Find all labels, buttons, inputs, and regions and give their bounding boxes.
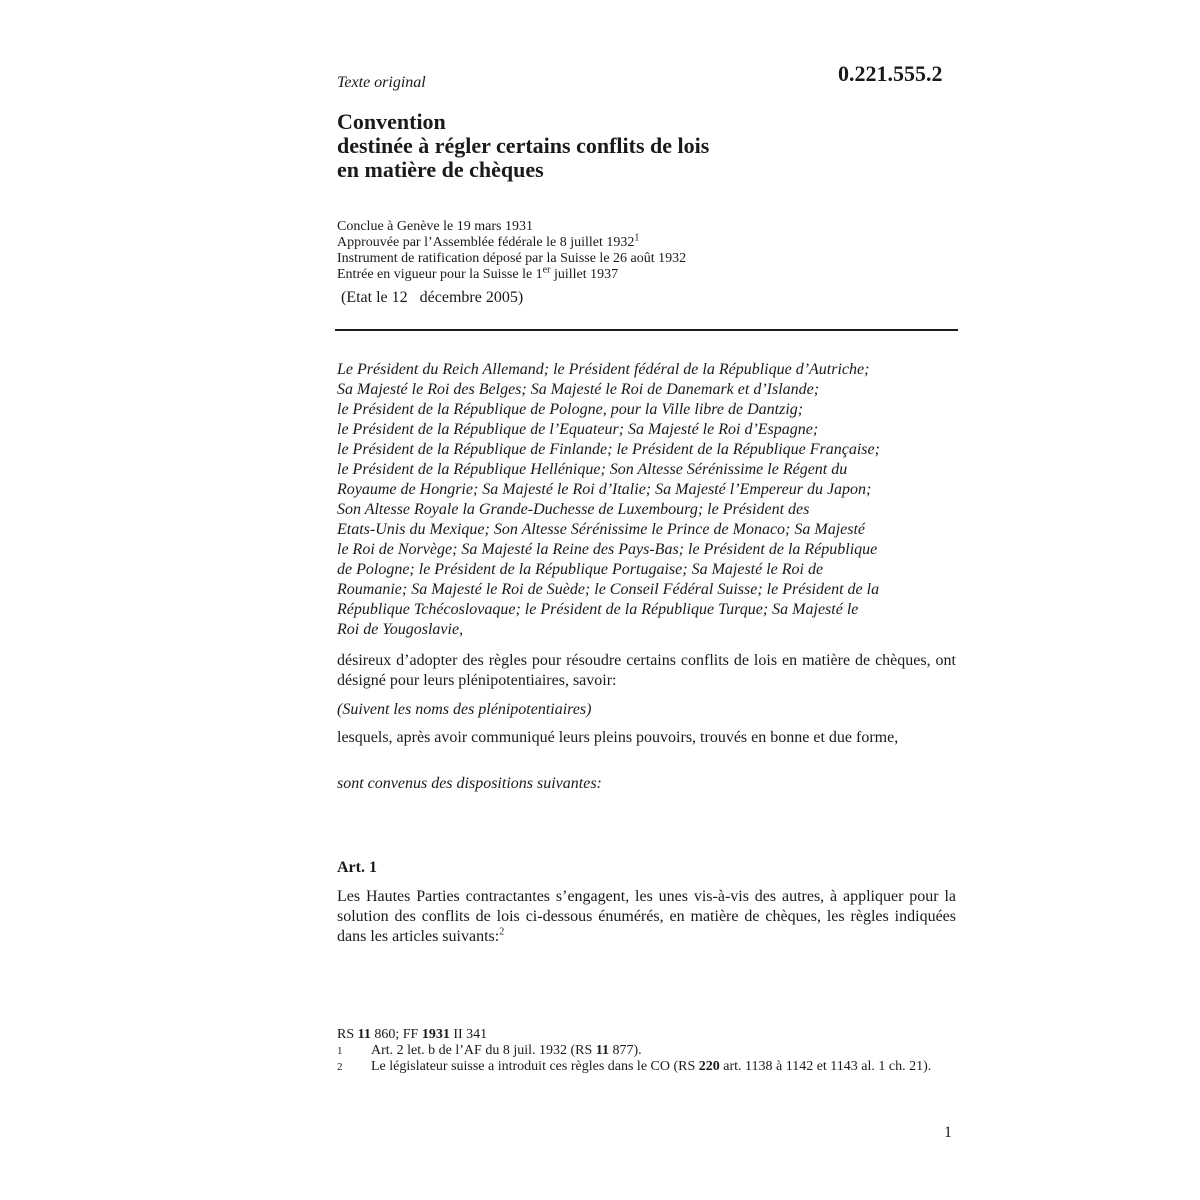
fn-rs-text: RS xyxy=(337,1027,358,1042)
fn-text: 877). xyxy=(609,1043,642,1058)
fn-text: Le législateur suisse a introduit ces règles dans le CO (RS xyxy=(371,1059,699,1074)
footnote-2-number: 2 xyxy=(337,1061,343,1073)
fn-bold: 220 xyxy=(698,1059,720,1074)
footnote-rs-line xyxy=(337,1027,937,1043)
paragraph-desireux: désireux d’adopter des règles pour résoudre certains conflits de lois en matière de chèques, ont désigné pour leurs plénipotentiaires, savoir: xyxy=(337,652,956,689)
fn-rs-text: II 341 xyxy=(449,1027,488,1042)
preamble xyxy=(337,360,956,640)
preamble-line: Royaume de Hongrie; Sa Majesté le Roi d’Italie; Sa Majesté l’Empereur du Japon; xyxy=(337,481,872,498)
paragraph-lesquels: lesquels, après avoir communiqué leurs pleins pouvoirs, trouvés en bonne et due forme, xyxy=(337,729,899,746)
footnote-1 xyxy=(337,1043,937,1059)
meta-entree-prefix: Entrée en vigueur pour la Suisse le 1 xyxy=(337,267,543,282)
fn-bold: 11 xyxy=(595,1043,610,1058)
preamble-line: le Roi de Norvège; Sa Majesté la Reine des Pays-Bas; le Président de la République xyxy=(337,541,878,558)
etat-date: (Etat le 12 décembre 2005) xyxy=(341,289,524,306)
preamble-line: le Président de la République de l’Equateur; Sa Majesté le Roi d’Espagne; xyxy=(337,421,819,438)
preamble-line: Son Altesse Royale la Grande-Duchesse de Luxembourg; le Président des xyxy=(337,501,810,518)
article-1-text xyxy=(337,887,956,947)
preamble-line: Roumanie; Sa Majesté le Roi de Suède; le Conseil Fédéral Suisse; le Président de la xyxy=(337,581,880,598)
page-number: 1 xyxy=(944,1124,952,1141)
footnote-2-text xyxy=(371,1059,937,1075)
article-1-heading: Art. 1 xyxy=(337,859,377,876)
footnote-1-number: 1 xyxy=(337,1045,343,1057)
title-line-2: destinée à régler certains conflits de lois xyxy=(337,133,710,158)
preamble-line: Roi de Yougoslavie, xyxy=(337,621,464,638)
footnote-1-text xyxy=(371,1043,937,1059)
rs-number: 0.221.555.2 xyxy=(838,61,943,86)
preamble-line: Le Président du Reich Allemand; le Président fédéral de la République d’Autriche; xyxy=(337,361,870,378)
meta-conclue: Conclue à Genève le 19 mars 1931 xyxy=(337,219,533,234)
footnote-ref-1[interactable]: 1 xyxy=(634,232,640,244)
ratification-metadata xyxy=(337,219,686,283)
title-line-3: en matière de chèques xyxy=(337,157,544,182)
document-title xyxy=(337,110,709,182)
fn-text: art. 1138 à 1142 et 1143 al. 1 ch. 21). xyxy=(719,1059,932,1074)
preamble-line: le Président de la République de Finlande; le Président de la République Française; xyxy=(337,441,880,458)
preamble-line: Etats-Unis du Mexique; Son Altesse Sérénissime le Prince de Monaco; Sa Majesté xyxy=(337,521,866,538)
footnotes xyxy=(337,1027,937,1075)
header-divider xyxy=(335,329,958,331)
meta-entree-suffix: juillet 1937 xyxy=(550,267,619,282)
preamble-line: de Pologne; le Président de la République Portugaise; Sa Majesté le Roi de xyxy=(337,561,824,578)
preamble-line: le Président de la République Hellénique; Son Altesse Sérénissime le Régent du xyxy=(337,461,848,478)
meta-approuvee xyxy=(337,232,686,251)
preamble-line: le Président de la République de Pologne, pour la Ville libre de Dantzig; xyxy=(337,401,804,418)
title-line-1: Convention xyxy=(337,109,446,134)
preamble-line: Sa Majesté le Roi des Belges; Sa Majesté le Roi de Danemark et d’Islande; xyxy=(337,381,820,398)
footnote-ref-2[interactable]: 2 xyxy=(499,926,505,938)
meta-entree-sup: er xyxy=(542,264,551,276)
fn-rs-bold: 1931 xyxy=(421,1027,450,1042)
footnote-2 xyxy=(337,1059,937,1075)
article-1-body: Les Hautes Parties contractantes s’engagent, les unes vis-à-vis des autres, à appliquer pour la solution des conflits de lois ci-dessous énumérés, en matière de chèques, les règles indiquées dans les articles suivants: xyxy=(337,888,956,945)
texte-original-label: Texte original xyxy=(337,74,426,91)
meta-approuvee-text: Approuvée par l’Assemblée fédérale le 8 juillet 1932 xyxy=(337,235,635,250)
fn-text: Art. 2 let. b de l’AF du 8 juil. 1932 (RS xyxy=(371,1043,596,1058)
paragraph-suivent: (Suivent les noms des plénipotentiaires) xyxy=(337,701,592,718)
paragraph-sont-convenus: sont convenus des dispositions suivantes: xyxy=(337,775,602,792)
fn-rs-bold: 11 xyxy=(357,1027,371,1042)
meta-entree xyxy=(337,264,686,283)
meta-instrument: Instrument de ratification déposé par la Suisse le 26 août 1932 xyxy=(337,251,687,266)
preamble-line: République Tchécoslovaque; le Président de la République Turque; Sa Majesté le xyxy=(337,601,859,618)
fn-rs-text: 860; FF xyxy=(370,1027,422,1042)
